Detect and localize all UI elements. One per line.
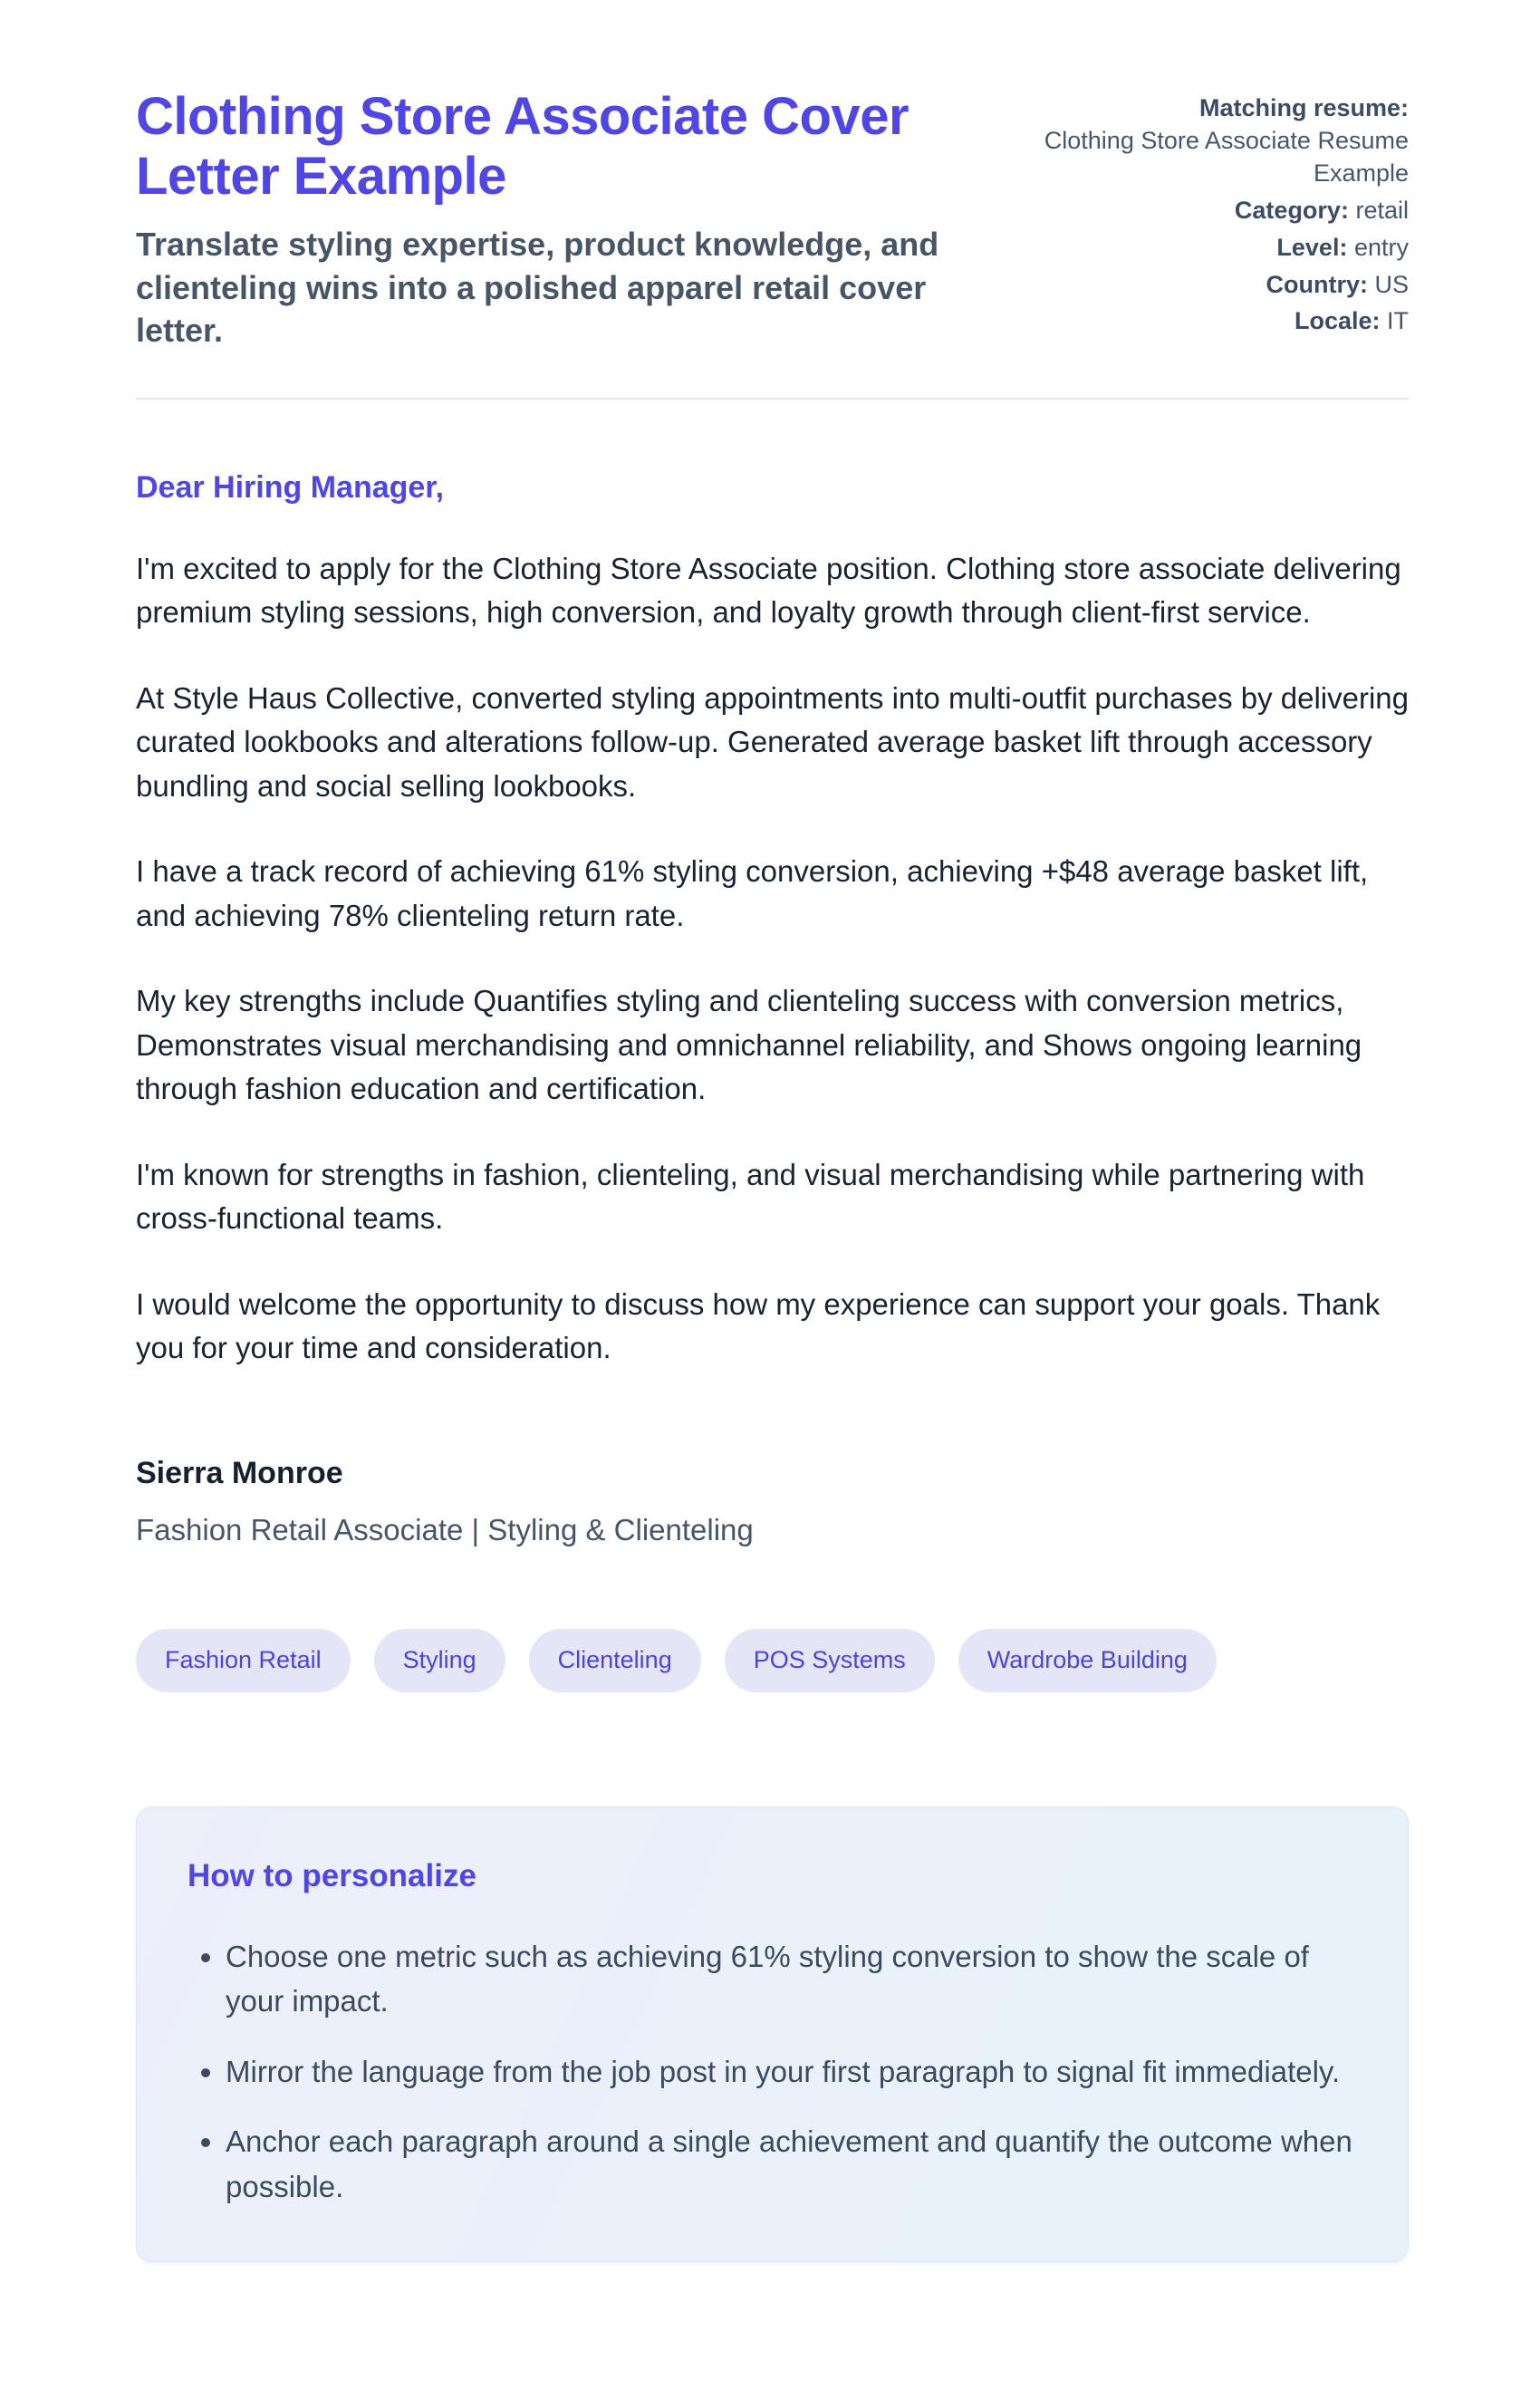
tag-chip[interactable]: Wardrobe Building: [958, 1629, 1217, 1692]
personalize-tip: • Mirror the language from the job post in your first paragraph to signal fit immediately.: [226, 2049, 1357, 2095]
matching-resume-link[interactable]: Clothing Store Associate Resume Example: [1044, 126, 1409, 187]
tag-list: [136, 1629, 1409, 1692]
meta-value: retail: [1355, 196, 1409, 224]
header: [136, 87, 1409, 352]
meta-rows: [1010, 195, 1409, 339]
meta-value: entry: [1353, 233, 1409, 261]
header-title-block: [136, 87, 974, 352]
meta-row: [1010, 269, 1409, 302]
letter-paragraph: At Style Haus Collective, converted styling appointments into multi-outfit purchases by delivering curated lookbooks and alterations follow-up. Generated average basket lift through accessory bundling and social selling lookbooks.: [136, 680, 1410, 803]
meta-label: Category:: [1234, 196, 1349, 224]
tag-chip[interactable]: Styling: [374, 1629, 505, 1692]
letter-paragraph: I have a track record of achieving 61% styling conversion, achieving +$48 average basket lift, and achieving 78% clienteling return rate.: [136, 854, 1369, 932]
meta-label: Locale:: [1294, 307, 1381, 335]
page-title: Clothing Store Associate Cover Letter Example: [136, 87, 910, 207]
personalize-heading: How to personalize: [188, 1857, 476, 1893]
page-subtitle: Translate styling expertise, product knowledge, and clienteling wins into a polished apparel retail cover letter.: [136, 226, 939, 350]
letter-paragraphs: [136, 547, 1409, 1371]
matching-resume-block: [1010, 92, 1409, 190]
letter-paragraph: My key strengths include Quantifies styling and clienteling success with conversion metrics, Demonstrates visual merchandising and omnichannel reliability, and Shows ongoing learning through fashion education and certification.: [136, 984, 1362, 1106]
meta-label: Country:: [1266, 270, 1368, 298]
tag-chip[interactable]: Fashion Retail: [136, 1629, 351, 1692]
meta-row: [1010, 305, 1409, 338]
meta-row: [1010, 232, 1409, 265]
personalize-tips: [188, 1934, 1357, 2210]
divider: [136, 398, 1409, 400]
meta-value: US: [1374, 270, 1409, 298]
personalize-tip: • Choose one metric such as achieving 61% styling conversion to show the scale of your impact.: [226, 1934, 1357, 2024]
letter-paragraph: I'm known for strengths in fashion, clienteling, and visual merchandising while partnering with cross-functional teams.: [136, 1157, 1365, 1236]
greeting: Dear Hiring Manager,: [136, 469, 445, 505]
tag-chip[interactable]: POS Systems: [725, 1629, 935, 1692]
meta-row: [1010, 195, 1409, 227]
meta-panel: [1010, 87, 1409, 338]
meta-label: Level:: [1276, 233, 1348, 261]
personalize-tip: • Anchor each paragraph around a single achievement and quantify the outcome when possible.: [226, 2119, 1357, 2209]
letter-paragraph: I'm excited to apply for the Clothing Store Associate position. Clothing store associate delivering premium styling sessions, high conversion, and loyalty growth through client-first service.: [136, 551, 1401, 630]
meta-value: IT: [1387, 307, 1409, 335]
tag-chip[interactable]: Clienteling: [529, 1629, 701, 1692]
matching-resume-label: Matching resume:: [1198, 94, 1409, 121]
letter-paragraph: I would welcome the opportunity to discuss how my experience can support your goals. Thank you for your time and consideration.: [136, 1286, 1381, 1365]
personalize-card: [136, 1806, 1409, 2263]
signature-role: Fashion Retail Associate | Styling & Clienteling: [136, 1512, 754, 1546]
signature-name: Sierra Monroe: [136, 1455, 343, 1490]
letter-body: [136, 470, 1409, 1547]
